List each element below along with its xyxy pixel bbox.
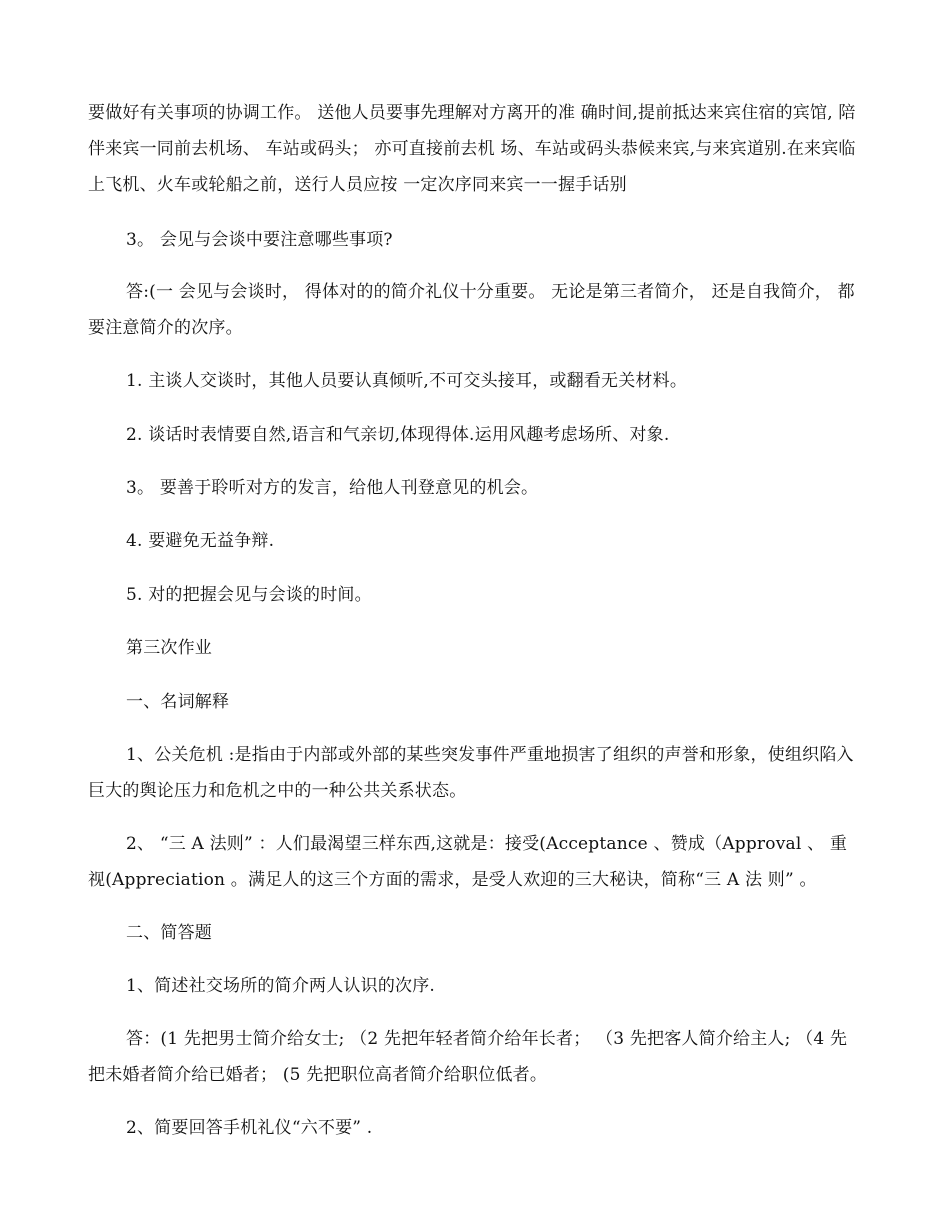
short-answer-question-1: 1、简述社交场所的简介两人认识的次序. (126, 976, 436, 996)
question-3-heading: 3。 会见与会谈中要注意哪些事项? (126, 230, 393, 250)
answer-3-intro: 答:(一 会见与会谈时， 得体对的的简介礼仪十分重要。 无论是第三者简介， 还是自我简介， 都要注意简介的次序。 (88, 282, 855, 338)
section-heading-short-answer: 二、简答题 (126, 923, 212, 943)
answer-3-item-3: 3。 要善于聆听对方的发言，给他人刊登意见的机会。 (126, 478, 539, 498)
answer-3-item-2: 2. 谈话时表情要自然,语言和气亲切,体现得体.运用风趣考虑场所、对象. (126, 425, 670, 445)
section-heading-term-definitions: 一、名词解释 (126, 692, 230, 712)
answer-3-item-5: 5. 对的把握会见与会谈的时间。 (126, 585, 372, 605)
answer-3-item-4: 4. 要避免无益争辩. (126, 531, 275, 551)
paragraph-farewell-arrangements: 要做好有关事项的协调工作。 送他人员要事先理解对方离开的准 确时间,提前抵达来宾住宿的宾馆, 陪伴来宾一同前去机场、 车站或码头； 亦可直接前去机 场、车站或码头恭候来宾,与来宾道别.在来宾临上飞机、火车或轮船之前，送行人员应按 一定次序同来宾一一握手话别 (88, 103, 856, 195)
answer-3-item-1: 1. 主谈人交谈时，其他人员要认真倾听,不可交头接耳，或翻看无关材料。 (126, 371, 688, 391)
definition-pr-crisis: 1、公关危机 :是指由于内部或外部的某些突发事件严重地损害了组织的声誉和形象，使组织陷入巨大的舆论压力和危机之中的一种公共关系状态。 (88, 745, 854, 801)
short-answer-answer-1: 答：(1 先把男士简介给女士; （2 先把年轻者简介给年长者； （3 先把客人简介给主人; （4 先把未婚者简介给已婚者； (5 先把职位高者简介给职位低者。 (88, 1029, 848, 1085)
section-heading-third-assignment: 第三次作业 (126, 638, 212, 658)
definition-three-a-rule: 2、 “三 A 法则” ：人们最渴望三样东西,这就是：接受(Acceptance 、赞成（Approval 、 重视(Appreciation 。满足人的这三个方面的需求，是受人欢迎的三大秘诀，简称“三 A 法 则” 。 (88, 834, 848, 890)
short-answer-question-2: 2、简要回答手机礼仪“六不要” . (126, 1118, 373, 1138)
